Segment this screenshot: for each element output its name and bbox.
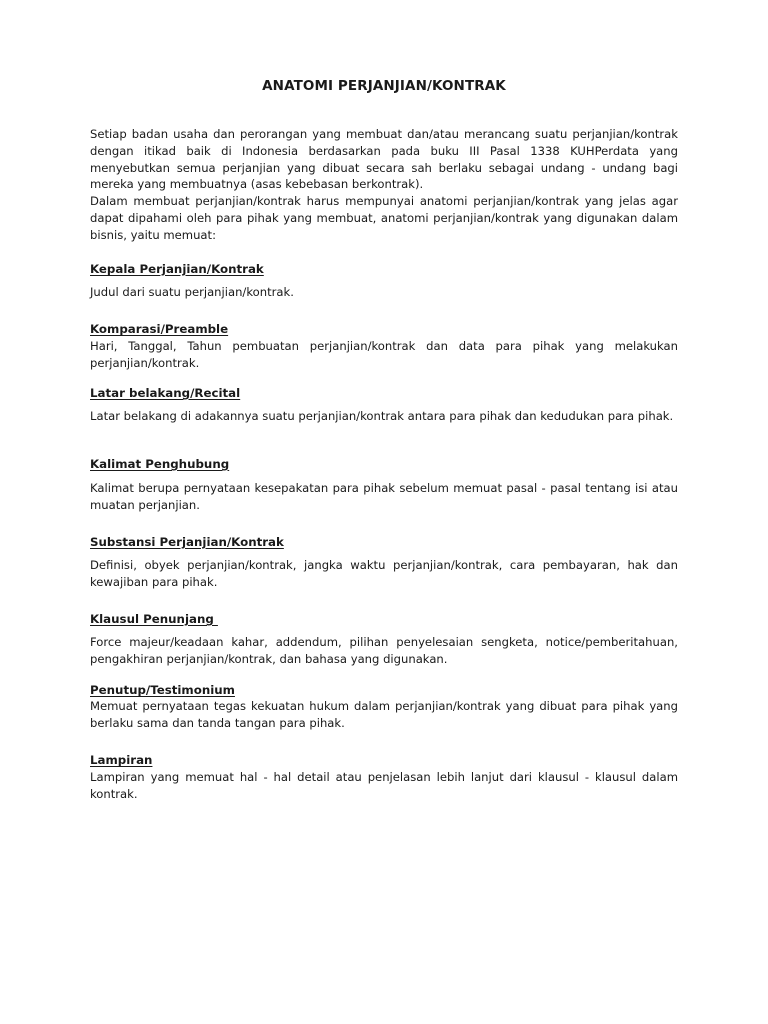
section-heading-latar-belakang: Latar belakang/Recital [90,386,241,400]
section-body-lampiran: Lampiran yang memuat hal - hal detail atau penjelasan lebih lanjut dari klausul - klausul dalam kontrak. [90,770,678,801]
intro-paragraph-2: Dalam membuat perjanjian/kontrak harus mempunyai anatomi perjanjian/kontrak yang jelas agar dapat dipahami oleh para pihak yang membuat, anatomi perjanjian/kontrak yang digunakan dalam bisnis, yaitu memuat: [90,194,678,242]
document-title: ANATOMI PERJANJIAN/KONTRAK [262,78,506,94]
section-body-substansi: Definisi, obyek perjanjian/kontrak, jangka waktu perjanjian/kontrak, cara pembayaran, hak dan kewajiban para pihak. [90,558,678,589]
section-body-klausul-penunjang: Force majeur/keadaan kahar, addendum, pilihan penyelesaian sengketa, notice/pemberitahuan, pengakhiran perjanjian/kontrak, dan bahasa yang digunakan. [90,635,678,666]
section-heading-substansi: Substansi Perjanjian/Kontrak [90,535,284,549]
section-body-kalimat-penghubung: Kalimat berupa pernyataan kesepakatan para pihak sebelum memuat pasal - pasal tentang isi atau muatan perjanjian. [90,481,678,512]
section-heading-kepala: Kepala Perjanjian/Kontrak [90,262,264,276]
section-heading-komparasi: Komparasi/Preamble [90,322,229,336]
section-body-latar-belakang: Latar belakang di adakannya suatu perjanjian/kontrak antara para pihak dan kedudukan para pihak. [90,409,674,423]
section-heading-klausul-penunjang: Klausul Penunjang [90,612,218,626]
section-body-penutup: Memuat pernyataan tegas kekuatan hukum dalam perjanjian/kontrak yang dibuat para pihak yang berlaku sama dan tanda tangan para pihak. [90,699,678,730]
intro-block [90,126,678,244]
section-body-komparasi: Hari, Tanggal, Tahun pembuatan perjanjian/kontrak dan data para pihak yang melakukan perjanjian/kontrak. [90,339,678,370]
section-heading-penutup: Penutup/Testimonium [90,683,235,697]
intro-paragraph-1: Setiap badan usaha dan perorangan yang membuat dan/atau merancang suatu perjanjian/kontrak dengan itikad baik di Indonesia berdasarkan pada buku III Pasal 1338 KUHPerdata yang menyebutkan semua perjanjian yang dibuat secara sah berlaku sebagai undang - undang bagi mereka yang membuatnya (asas kebebasan berkontrak). [90,127,678,192]
section-body-kepala: Judul dari suatu perjanjian/kontrak. [90,285,294,299]
section-heading-lampiran: Lampiran [90,753,153,767]
section-heading-kalimat-penghubung: Kalimat Penghubung [90,457,230,471]
